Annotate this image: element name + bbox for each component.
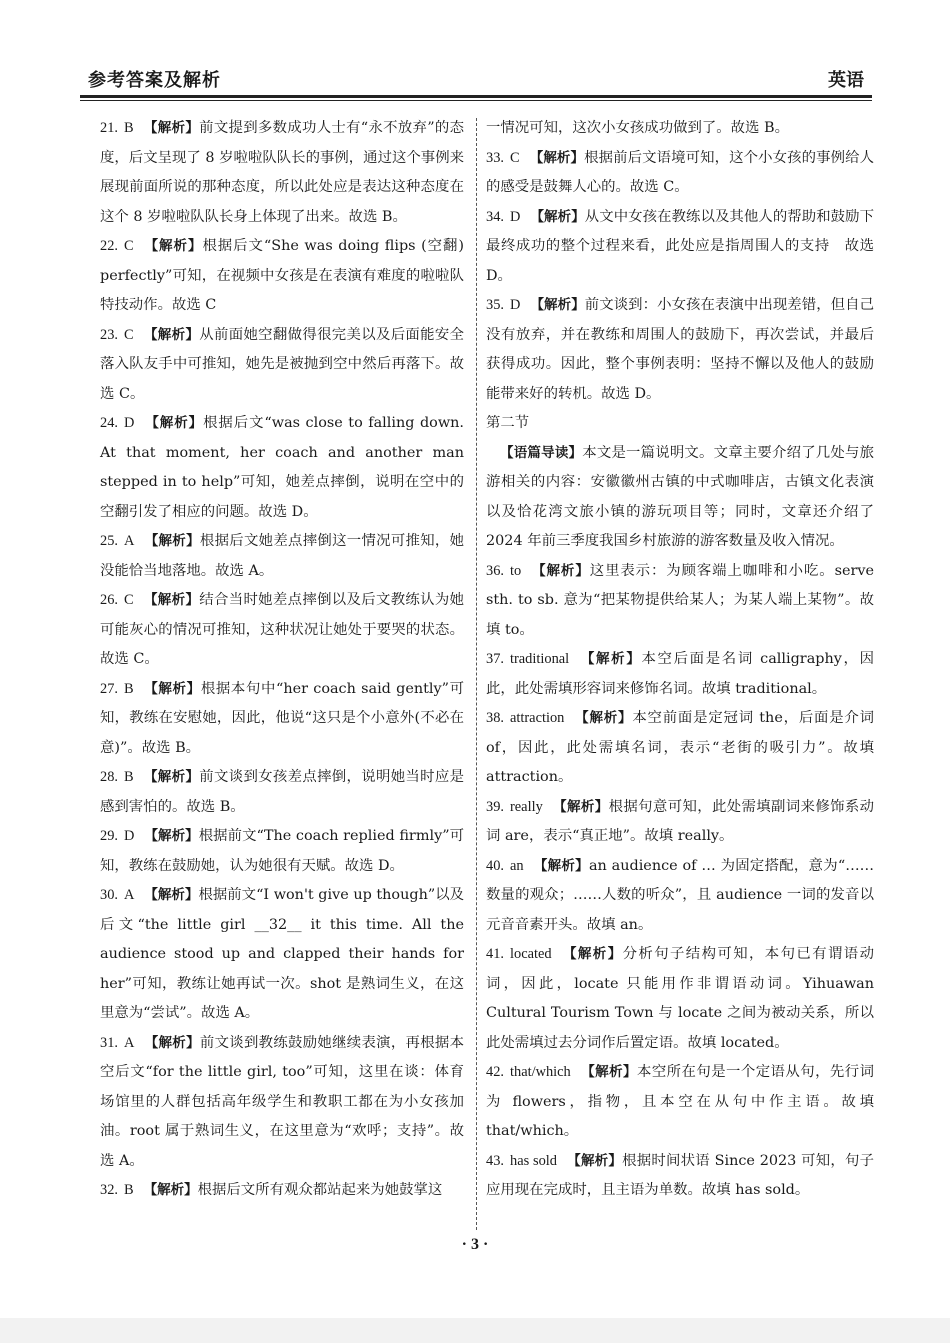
answer-number: 40. — [486, 857, 504, 874]
answer-entry — [486, 557, 874, 646]
answer-key: has sold — [510, 1152, 557, 1169]
analysis-text: 本空后面是名词 calligraphy，因此，此处需填形容词来修饰名词。故填 traditional。 — [486, 651, 874, 697]
analysis-tag: 【解析】 — [143, 238, 203, 254]
analysis-text: 根据后文她差点摔倒这一情况可推知，她没能恰当地落地。故选 A。 — [100, 533, 464, 579]
answer-key: B — [124, 769, 134, 785]
answer-entry — [100, 527, 464, 586]
answer-entry — [486, 704, 874, 793]
answer-entry — [486, 852, 874, 941]
answer-key: D — [510, 297, 521, 313]
analysis-tag: 【解析】 — [143, 680, 201, 697]
analysis-tag: 【解析】 — [143, 326, 200, 343]
answer-number: 33. — [486, 149, 504, 166]
analysis-text: 从文中女孩在教练以及其他人的帮助和鼓励下最终成功的整个过程来看，此处应是指周围人的支持 故选 D。 — [486, 208, 874, 284]
analysis-tag: 【解析】 — [144, 887, 199, 903]
answer-number: 25. — [100, 533, 118, 549]
page-number: · 3 · — [461, 1236, 489, 1253]
analysis-tag: 【解析】 — [143, 592, 200, 608]
analysis-text: 根据后文所有观众都站起来为她鼓掌这 — [197, 1182, 443, 1198]
analysis-text: 根据时间状语 Since 2023 可知，句子应用现在完成时，且主语为单数。故填 has sold。 — [486, 1152, 874, 1198]
analysis-tag: 【解析】 — [144, 828, 199, 844]
analysis-tag: 【解析】 — [144, 1034, 200, 1051]
answer-entry — [100, 1176, 464, 1206]
answer-entry — [486, 1058, 874, 1147]
answer-key: B — [124, 1182, 134, 1198]
answer-key: D — [510, 208, 521, 225]
analysis-text: 根据前后文语境可知，这个小女孩的事例给人的感受是鼓舞人心的。故选 C。 — [486, 149, 874, 195]
answer-key: to — [510, 562, 522, 579]
answer-number: 27. — [100, 680, 118, 697]
answer-entry — [486, 645, 874, 704]
answer-key: B — [124, 680, 134, 697]
answer-entry — [486, 940, 874, 1058]
answer-key: located — [510, 946, 552, 962]
answer-key: attraction — [510, 710, 565, 726]
analysis-tag: 【解析】 — [579, 651, 642, 667]
answer-number: 31. — [100, 1034, 118, 1051]
answer-entry — [100, 763, 464, 822]
analysis-tag: 【解析】 — [580, 1064, 637, 1080]
answer-number: 34. — [486, 208, 504, 225]
answer-entry — [100, 114, 464, 232]
answer-entry — [100, 586, 464, 675]
reading-guide — [486, 439, 874, 557]
analysis-tag: 【解析】 — [529, 149, 585, 166]
answer-key: C — [124, 592, 134, 608]
answer-entry — [100, 232, 464, 321]
analysis-text: 从前面她空翻做得很完美以及后面能安全落入队友手中可推知，她先是被抛到空中然后再落下。故选 C。 — [100, 326, 464, 402]
analysis-text: 前文谈到教练鼓励她继续表演，再根据本空后文“for the little girl, too”可知，这里在谈：体育场馆里的人群包括高年级学生和教职工都在为小女孩加油。root 属于熟词生义，在这里意为“欢呼；支持”。故选 A。 — [100, 1034, 464, 1169]
answer-key: really — [510, 798, 543, 815]
answer-number: 21. — [100, 120, 118, 136]
answer-key: traditional — [510, 651, 570, 667]
analysis-text: 根据前文“I won't give up though”以及后文“the little girl __32__ it this time. All the audience stood up and clapped their hands for her”可知，教练让她再试一次。shot 是熟词生义，在这里意为“尝试”。故选 A。 — [100, 887, 465, 1021]
answer-key: C — [124, 238, 134, 254]
analysis-tag: 【解析】 — [531, 562, 590, 579]
answer-entry — [100, 881, 464, 1029]
answer-key: A — [124, 1034, 135, 1051]
answer-key: D — [124, 828, 135, 844]
analysis-tag: 【解析】 — [144, 415, 204, 431]
analysis-text: 本空前面是定冠词 the，后面是介词 of，因此，此处需填名词，表示“老街的吸引力”。故填 attraction。 — [486, 710, 874, 785]
answer-number: 35. — [486, 297, 504, 313]
header-rule-thick — [80, 95, 872, 98]
analysis-tag: 【解析】 — [143, 769, 200, 785]
left-column — [100, 114, 464, 1206]
answer-number: 37. — [486, 651, 504, 667]
answer-key: C — [510, 149, 520, 166]
answer-list-part1 — [486, 144, 874, 410]
reading-guide-tag: 【语篇导读】 — [500, 444, 583, 461]
answer-key: that/which — [510, 1064, 571, 1080]
answer-entry — [100, 675, 464, 764]
analysis-text: 分析句子结构可知，本句已有谓语动词，因此，locate 只能用作非谓语动词。Yihuawan Cultural Tourism Town 与 locate 之间为被动关系，所以此处需填过去分词作后置定语。故填 located。 — [486, 946, 874, 1051]
continuation-text: 一情况可知，这次小女孩成功做到了。故选 B。 — [486, 120, 789, 136]
answer-number: 29. — [100, 828, 118, 844]
answer-number: 28. — [100, 769, 118, 785]
answer-number: 43. — [486, 1152, 504, 1169]
analysis-text: 前文提到多数成功人士有“永不放弃”的态度，后文呈现了 8 岁啦啦队队长的事例，通过这个事例来展现前面所说的那种态度，所以此处应是表达这种态度在这个 8 岁啦啦队队长身上体现了出来。故选 B。 — [100, 120, 464, 225]
answer-number: 38. — [486, 710, 504, 726]
answer-number: 36. — [486, 562, 504, 579]
analysis-text: 这里表示：为顾客端上咖啡和小吃。serve sth. to sb. 意为“把某物提供给某人；为某人端上某物”。故填 to。 — [486, 562, 875, 638]
analysis-tag: 【解析】 — [144, 533, 200, 549]
answer-entry — [486, 1147, 874, 1206]
analysis-text: 结合当时她差点摔倒以及后文教练认为她可能灰心的情况可推知，这种状况让她处于要哭的状态。故选 C。 — [100, 592, 464, 667]
answer-key: A — [124, 533, 135, 549]
analysis-tag: 【解析】 — [533, 857, 589, 874]
analysis-text: 根据前文“The coach replied firmly”可知，教练在鼓励她，认为她很有天赋。故选 D。 — [100, 828, 465, 874]
analysis-tag: 【解析】 — [143, 120, 200, 136]
answer-number: 42. — [486, 1064, 504, 1080]
analysis-text: 根据后文“She was doing flips (空翻) perfectly”可知，在视频中女孩是在表演有难度的啦啦队特技动作。故选 C — [100, 238, 464, 313]
bottom-band — [0, 1318, 950, 1343]
analysis-tag: 【解析】 — [574, 710, 633, 726]
analysis-text: 前文谈到女孩差点摔倒，说明她当时应是感到害怕的。故选 B。 — [100, 769, 464, 815]
analysis-text: 根据句意可知，此处需填副词来修饰系动词 are，表示“真正地”。故填 really。 — [486, 798, 874, 844]
analysis-tag: 【解析】 — [143, 1182, 198, 1198]
header-rule-thin — [80, 100, 872, 101]
answer-entry — [100, 1029, 464, 1177]
analysis-tag: 【解析】 — [530, 297, 585, 313]
analysis-text: 根据后文“was close to falling down. At that moment, her coach and another man stepped in to help”可知，她差点摔倒，说明在空中的空翻引发了相应的问题。故选 D。 — [100, 415, 464, 520]
header-title: 参考答案及解析 — [88, 70, 221, 91]
answer-key: A — [124, 887, 135, 903]
answer-number: 24. — [100, 415, 118, 431]
analysis-tag: 【解析】 — [561, 946, 623, 962]
answer-number: 30. — [100, 887, 118, 903]
column-divider — [476, 118, 477, 1230]
answer-number: 41. — [486, 946, 504, 962]
answer-key: C — [124, 326, 134, 343]
answer-entry — [486, 203, 874, 292]
analysis-text: 本空所在句是一个定语从句，先行词为 flowers，指物，且本空在从句中作主语。故填 that/which。 — [486, 1064, 874, 1139]
answer-number: 39. — [486, 798, 504, 815]
answer-entry — [100, 409, 464, 527]
analysis-tag: 【解析】 — [530, 208, 585, 225]
answer-key: an — [510, 857, 524, 874]
analysis-tag: 【解析】 — [567, 1152, 623, 1169]
answer-entry — [486, 144, 874, 203]
analysis-text: 根据本句中“her coach said gently”可知，教练在安慰她，因此，他说“这只是个小意外(不必在意)”。故选 B。 — [100, 680, 465, 756]
answer-key: B — [124, 120, 134, 136]
answer-entry — [486, 291, 874, 409]
answer-entry — [100, 321, 464, 410]
answer-number: 32. — [100, 1182, 118, 1198]
answer-key: D — [124, 415, 135, 431]
analysis-text: an audience of … 为固定搭配，意为“……数量的观众；……人数的听众”，且 audience 一词的发音以元音音素开头。故填 an。 — [486, 857, 875, 933]
reading-guide-text: 本文是一篇说明文。文章主要介绍了几处与旅游相关的内容：安徽徽州古镇的中式咖啡店，古镇文化表演以及恰花湾文旅小镇的游玩项目等；同时，文章还介绍了 2024 年前三季度我国乡村旅游的游客数量及收入情况。 — [486, 444, 874, 549]
right-column — [486, 114, 874, 1206]
answer-number: 23. — [100, 326, 118, 343]
answer-list-part2 — [486, 557, 874, 1206]
answer-entry — [100, 822, 464, 881]
answer-number: 22. — [100, 238, 118, 254]
analysis-tag: 【解析】 — [552, 798, 609, 815]
page-header — [80, 62, 872, 96]
section-title: 第二节 — [486, 415, 530, 431]
analysis-text: 前文谈到：小女孩在表演中出现差错，但自己没有放弃，并在教练和周围人的鼓励下，再次尝试，并最后获得成功。因此，整个事例表明：坚持不懈以及他人的鼓励能带来好的转机。故选 D。 — [486, 297, 874, 402]
answer-number: 26. — [100, 592, 118, 608]
header-subject: 英语 — [828, 70, 864, 91]
answer-entry — [486, 793, 874, 852]
